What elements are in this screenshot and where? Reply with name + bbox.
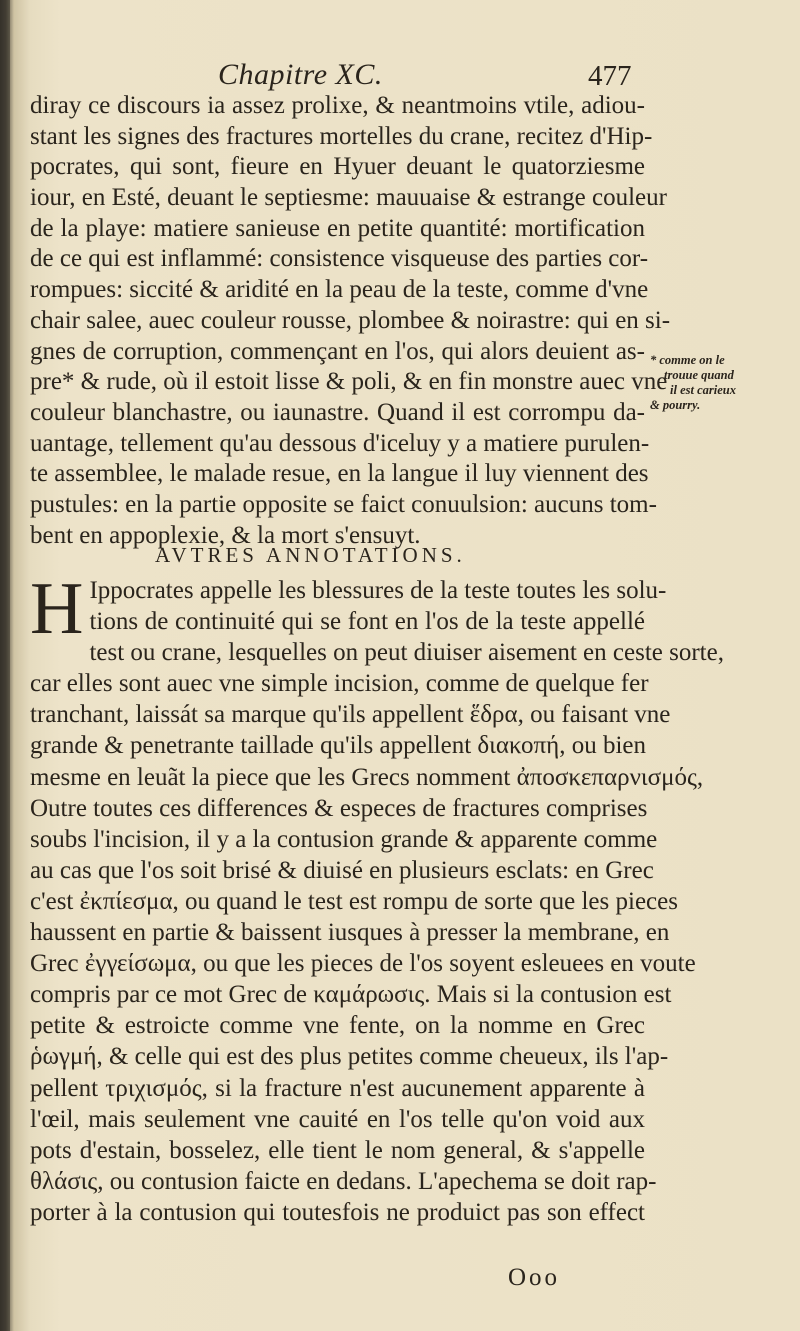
text-line: pustules: en la partie opposite se faict conuulsion: aucuns tom- [30,490,657,518]
text-line: Outre toutes ces differences & especes de fractures comprises [30,794,648,822]
text-line: bent en appoplexie, & la mort s'ensuyt. [30,521,421,549]
text-line: test ou crane, lesquelles on peut diuiser aisement en ceste sorte, [89,639,724,667]
text-line: tions de continuité qui se font en l'os de la teste appellé [89,608,645,636]
margin-note-line: * comme on le [650,353,725,367]
text-line: couleur blanchastre, ou iaunastre. Quand il est corrompu da- [30,398,645,426]
text-line: soubs l'incision, il y a la contusion grande & apparente comme [30,825,658,853]
text-line: mesme en leuãt la piece que les Grecs nomment ἀποσκεπαρνισμός, [30,763,704,791]
text-line: stant les signes des fractures mortelles du crane, recitez d'Hip- [30,122,653,150]
text-line: car elles sont auec vne simple incision, comme de quelque fer [30,670,649,698]
text-line: porter à la contusion qui toutesfois ne produict pas son effect [30,1198,645,1226]
signature-mark: Ooo [508,1264,561,1291]
text-line: θλάσις, ou contusion faicte en dedans. L'apechema se doit rap- [30,1167,657,1195]
text-line: Ippocrates appelle les blessures de la teste toutes les solu- [89,577,667,604]
text-line: tranchant, laissát sa marque qu'ils appellent ἕδρα, ou faisant vne [30,701,671,729]
text-line: chair salee, auec couleur rousse, plombee & noirastre: qui en si- [30,306,671,334]
text-line: petite & estroicte comme vne fente, on la nomme en Grec [30,1012,645,1040]
text-line: au cas que l'os soit brisé & diuisé en plusieurs esclats: en Grec [30,856,654,884]
margin-note-line: & pourry. [650,398,701,412]
chapter-title: Chapitre XC. [218,58,383,91]
annotations-block [30,568,724,1228]
text-line: pots d'estain, bosselez, elle tient le nom general, & s'appelle [30,1136,645,1164]
text-line: iour, en Esté, deuant le septiesme: mauuaise & estrange couleur [30,184,667,212]
text-line: de ce qui est inflammé: consistence visqueuse des parties cor- [30,245,649,273]
section-heading: AVTRES ANNOTATIONS. [155,543,466,567]
text-line: grande & penetrante taillade qu'ils appellent διακοπή, ou bien [30,732,647,760]
margin-note-line: trouue quand [664,368,734,382]
drop-cap: H [30,568,84,650]
text-line: compris par ce mot Grec de καμάρωσις. Mais si la contusion est [30,981,672,1009]
text-line: diray ce discours ia assez prolixe, & neantmoins vtile, adiou- [30,92,645,119]
text-line: l'œil, mais seulement vne cauité en l'os telle qu'on void aux [30,1105,645,1133]
text-line: de la playe: matiere sanieuse en petite quantité: mortification [30,214,645,242]
margin-note [650,353,770,413]
text-line: gnes de corruption, commençant en l'os, qui alors deuient as- [30,337,645,365]
page-number: 477 [588,60,632,92]
text-line: c'est ἐκπίεσμα, ou quand le test est rompu de sorte que les pieces [30,887,678,915]
text-line: haussent en partie & baissent iusques à presser la membrane, en [30,919,670,947]
text-line: rompues: siccité & aridité en la peau de la teste, comme d'vne [30,276,649,304]
text-line: pocrates, qui sont, fieure en Hyuer deuant le quatorziesme [30,153,645,181]
text-line: ῥωγμή, & celle qui est des plus petites comme cheueux, ils l'ap- [30,1043,669,1071]
text-line: te assemblee, le malade resue, en la langue il luy viennent des [30,460,649,488]
dropcap-lines [30,568,667,650]
book-spine-shadow [0,0,10,1331]
main-text-block [30,91,671,551]
text-line: pellent τριχισμός, si la fracture n'est aucunement apparente à [30,1074,645,1102]
text-line: pre* & rude, où il estoit lisse & poli, & en fin monstre auec vne [30,368,668,396]
margin-note-line: il est carieux [670,383,736,397]
text-line: uantage, tellement qu'au dessous d'iceluy y a matiere purulen- [30,429,650,457]
text-line: Grec ἐγγείσωμα, ou que les pieces de l'os soyent esleuees en voute [30,950,696,978]
